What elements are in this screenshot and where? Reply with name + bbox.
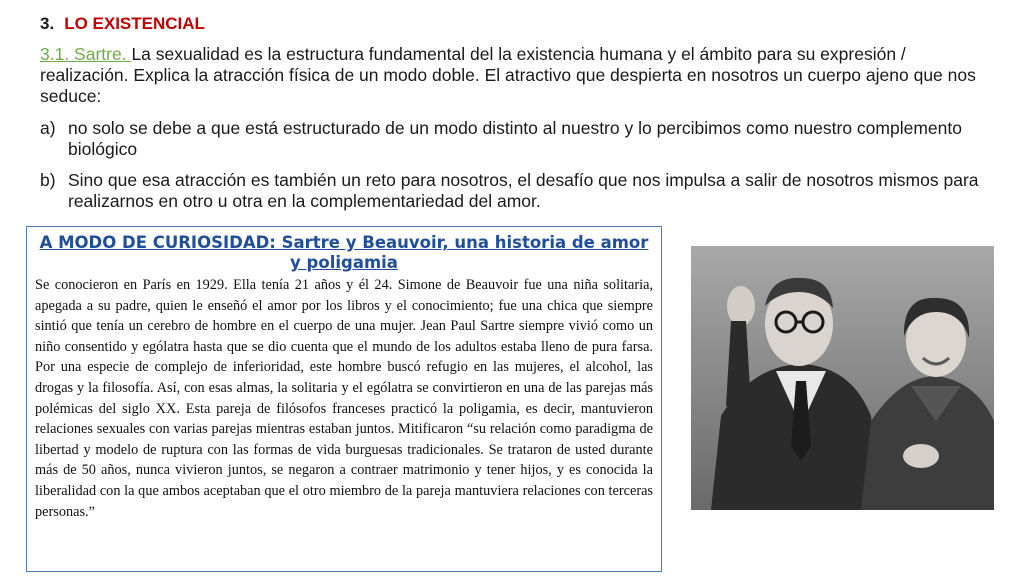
list-marker: b) [40, 170, 56, 190]
section-number: 3. [40, 14, 55, 33]
photo-illustration [691, 246, 994, 510]
intro-text-after: El atractivo que despierta en nosotros un cuerpo ajeno que nos seduce: [40, 65, 976, 106]
intro-text: La sexualidad es la estructura fundamental del la existencia humana y el ámbito para su expresión / realización. Explica la atracción física de un modo doble. [40, 44, 906, 85]
intro-paragraph [40, 44, 990, 107]
curiosity-box [26, 226, 662, 572]
attraction-list [40, 118, 990, 222]
list-marker: a) [40, 118, 56, 138]
sartre-beauvoir-photo [691, 246, 994, 510]
list-item [40, 170, 990, 212]
section-heading [40, 14, 205, 34]
section-title: LO EXISTENCIAL [64, 14, 205, 33]
sartre-link[interactable]: 3.1. Sartre. [40, 44, 132, 64]
list-item-text: Sino que esa atracción es también un reto para nosotros, el desafío que nos impulsa a salir de nosotros mismos para realizarnos en otro u otra en la complementariedad del amor. [68, 170, 979, 211]
curiosity-body: Se conocieron en París en 1929. Ella tenía 21 años y él 24. Simone de Beauvoir fue una niña solitaria, apegada a su padre, quien le enseñó el amor por los libros y el conocimiento; fue una chica que siempre sintió que tenía un cerebro de hombre en el cuerpo de una mujer. Jean Paul Sartre siempre vivió como un niño consentido y ególatra hasta que se dio cuenta que el mundo de los adultos estaba lleno de pura farsa. Por una especie de complejo de inferioridad, este hombre buscó refugio en las mujeres, el alcohol, las drogas y la filosofía. Así, con esas almas, la solitaria y el ególatra se convirtieron en una de las parejas más polémicas del siglo XX. Esta pareja de filósofos franceses practicó la poligamia, es decir, mantuvieron relaciones sexuales con varias parejas mientras estaban juntos. Mitificaron “su relación como paradigma de libertad y modelo de ruptura con las formas de vida burguesas tradicionales. Se trataron de usted durante más de 50 años, nunca vivieron juntos, se negaron a contraer matrimonio y tener hijos, y es conocida la liberalidad con la que ambos aceptaban que el otro miembro de la pareja mantuviera relaciones con terceras personas.” [35, 277, 653, 520]
curiosity-title: A MODO DE CURIOSIDAD: Sartre y Beauvoir, una historia de amor y poligamia [39, 233, 649, 272]
list-item [40, 118, 990, 160]
list-item-text: no solo se debe a que está estructurado de un modo distinto al nuestro y lo percibimos como nuestro complemento biológico [68, 118, 962, 159]
